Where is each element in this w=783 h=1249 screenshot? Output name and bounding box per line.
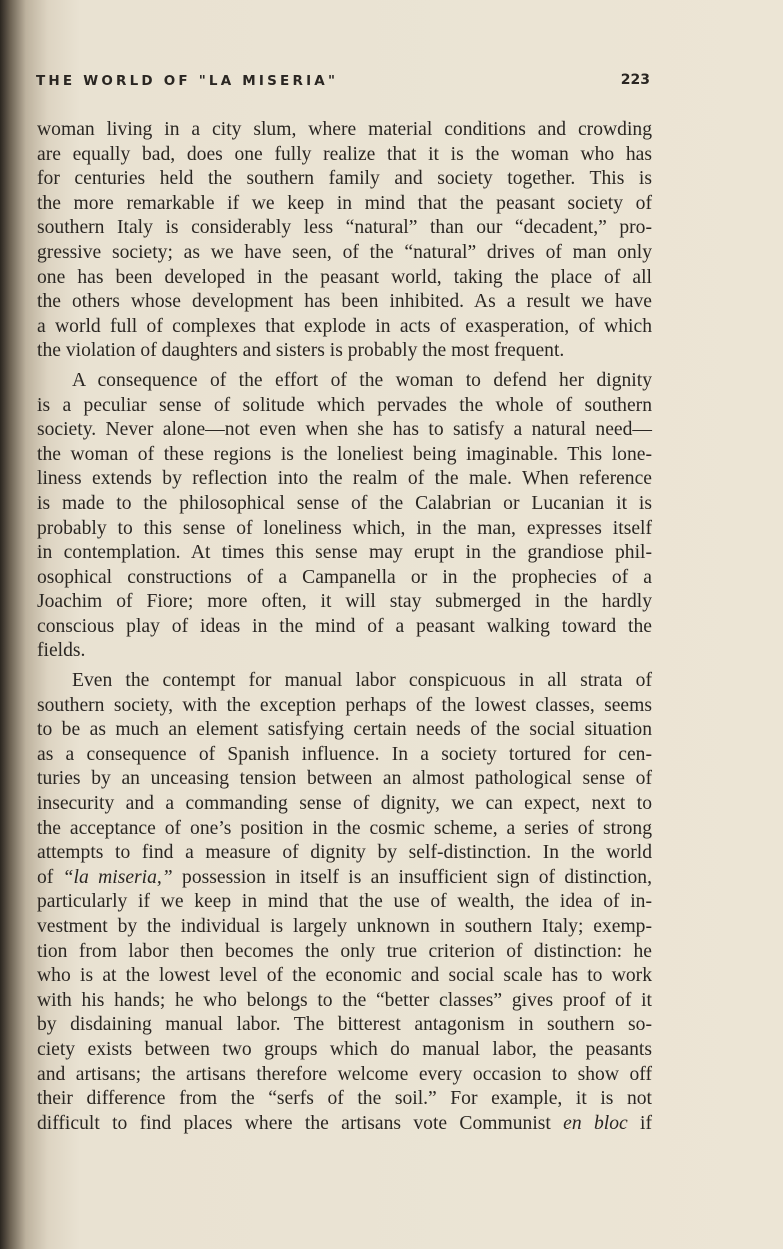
text-line: is made to the philosophical sense of the Calabrian or Lucanian it is [37,492,652,514]
text-line: a world full of complexes that explode in acts of exasperation, of which [37,315,652,337]
text-line: southern Italy is considerably less “natural” than our “decadent,” pro- [37,217,652,239]
text-line: probably to this sense of loneliness which, in the man, expresses itself [37,517,652,539]
text-line: attempts to find a measure of dignity by self-distinction. In the world [37,842,652,864]
text-line: conscious play of ideas in the mind of a peasant walking toward the [37,615,652,637]
text-segment: possession in itself is an insufficient sign of distinction, [172,866,652,888]
text-line: one has been developed in the peasant world, taking the place of all [37,266,652,288]
text-line: particularly if we keep in mind that the use of wealth, the idea of in- [37,891,652,913]
text-line: vestment by the individual is largely unknown in southern Italy; exemp- [37,916,652,937]
text-line: liness extends by reflection into the realm of the male. When reference [37,468,652,490]
text-line: osophical constructions of a Campanella or in the prophecies of a [37,566,652,588]
text-line: fields. [37,640,86,662]
text-line: with his hands; he who belongs to the “better classes” gives proof of it [37,989,652,1011]
text-line: society. Never alone—not even when she has to satisfy a natural need— [37,419,652,441]
text-line: insecurity and a commanding sense of dignity, we can expect, next to [37,793,652,815]
text-line: southern society, with the exception perhaps of the lowest classes, seems [37,694,652,716]
text-line: by disdaining manual labor. The bitterest antagonism in southern so- [37,1014,652,1036]
text-line: woman living in a city slum, where material conditions and crowding [37,119,652,140]
text-line: the woman of these regions is the loneliest being imaginable. This lone- [37,443,652,465]
running-head [36,73,650,97]
paragraph-3 [37,669,652,1136]
text-line: for centuries held the southern family and society together. This is [37,168,652,190]
text-line: ciety exists between two groups which do manual labor, the peasants [37,1038,652,1060]
text-line: and artisans; the artisans therefore welcome every occasion to show off [37,1063,652,1085]
text-line: tion from labor then becomes the only true criterion of distinction: he [37,940,652,962]
text-line: Joachim of Fiore; more often, it will stay submerged in the hardly [37,591,652,613]
paragraph-2 [37,369,652,664]
text-line: the acceptance of one’s position in the cosmic scheme, a series of strong [37,817,652,839]
text-line: who is at the lowest level of the economic and social scale has to work [37,965,652,987]
text-line: in contemplation. At times this sense may erupt in the grandiose phil- [37,542,652,564]
text-line: is a peculiar sense of solitude which pervades the whole of southern [37,394,652,416]
running-head-title: THE WORLD OF "LA MISERIA" [36,73,339,89]
paragraph-1 [37,118,652,364]
text-line [37,1112,652,1137]
text-line [37,866,652,891]
text-segment: of [37,866,63,888]
page-number: 223 [620,72,650,88]
text-line: A consequence of the effort of the woman to defend her dignity [72,369,652,391]
text-line: the others whose development has been inhibited. As a result we have [37,291,652,313]
text-segment: difficult to find places where the artisans vote Communist [37,1112,564,1134]
text-line: to be as much an element satisfying certain needs of the social situation [37,719,652,741]
text-segment: if [627,1112,652,1134]
text-line: their difference from the “serfs of the soil.” For example, it is not [37,1088,652,1110]
text-line: the violation of daughters and sisters is probably the most frequent. [37,340,565,362]
text-line: are equally bad, does one fully realize that it is the woman who has [37,143,652,165]
text-line: Even the contempt for manual labor conspicuous in all strata of [72,670,652,692]
italic-phrase: en bloc [563,1112,628,1134]
text-line: gressive society; as we have seen, of the “natural” drives of man only [37,241,652,263]
italic-phrase: “la miseria,” [62,866,173,888]
text-line: turies by an unceasing tension between an almost pathological sense of [37,768,652,790]
text-line: as a consequence of Spanish influence. In a society tortured for cen- [37,743,652,765]
text-line: the more remarkable if we keep in mind that the peasant society of [37,192,652,214]
body-text [37,118,652,1136]
